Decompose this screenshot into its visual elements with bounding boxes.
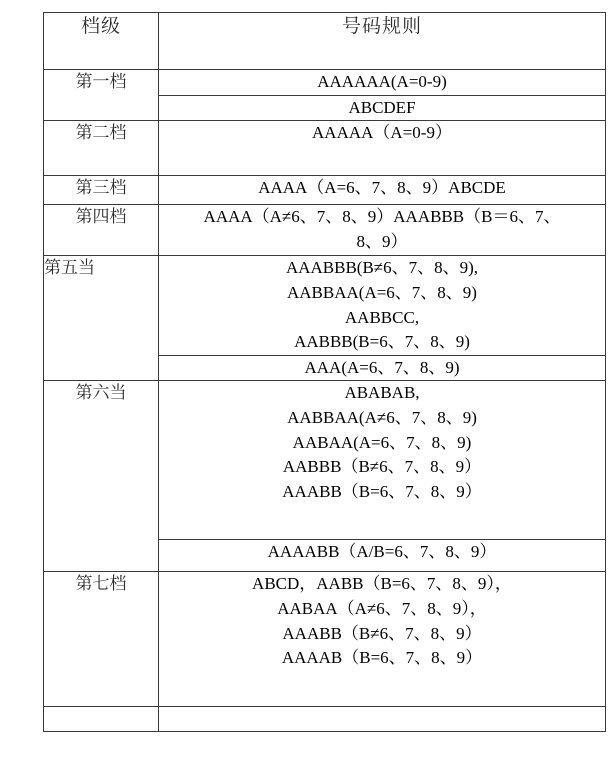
rule-line: AAAABB（A/B=6、7、8、9） (267, 541, 497, 561)
grade-label-6: 第六当 (44, 381, 159, 572)
grade-label-4: 第四档 (44, 205, 159, 256)
rule-line: AAAAB（B=6、7、8、9） (281, 648, 483, 668)
rule-cell-5b (159, 355, 606, 381)
grade-label-3: 第三档 (44, 176, 159, 205)
table-row (44, 381, 606, 539)
rule-cell-6a (159, 381, 606, 539)
rule-line: AABBCC, (344, 307, 420, 327)
grade-label-7: 第七档 (44, 572, 159, 707)
rule-line: AABAA(A=6、7、8、9) (292, 432, 472, 452)
rule-line: AAAAA（A=0-9） (312, 123, 452, 143)
rule-line: AAAA（A≠6、7、8、9）AAABBB（B＝6、7、 (203, 207, 561, 227)
rule-line: AAA(A=6、7、8、9) (304, 357, 460, 377)
rule-cell-4 (159, 205, 606, 256)
table-row (44, 572, 606, 707)
column-header-rule-label: 号码规则 (341, 16, 422, 37)
grade-label-5: 第五当 (44, 256, 159, 381)
table-row (44, 176, 606, 205)
rule-line: AABBB（B≠6、7、8、9） (282, 457, 482, 477)
table-header-row (44, 13, 606, 70)
rule-line: ABCD，AABB（B=6、7、8、9）， (252, 574, 512, 594)
rule-line: AAABBB(B≠6、7、8、9), (285, 258, 479, 278)
rule-line: AABBAA(A=6、7、8、9) (287, 282, 477, 302)
rule-cell-1b (159, 95, 606, 121)
rule-line: AAAA（A=6、7、8、9）ABCDE (258, 178, 506, 198)
rule-cell-5a (159, 256, 606, 356)
grade-label-1: 第一档 (44, 70, 159, 121)
table-row (44, 121, 606, 176)
rule-cell-1a (159, 70, 606, 96)
rule-cell-6b (159, 539, 606, 572)
column-header-grade-label: 档级 (80, 16, 121, 37)
table-row (44, 256, 606, 356)
rule-line: AAAAAA(A=0-9) (317, 72, 447, 91)
table-body (44, 13, 606, 732)
table-row-clipped (44, 707, 606, 732)
rule-cell-7 (159, 572, 606, 707)
rule-line: 8、9） (356, 231, 408, 251)
table-row (44, 70, 606, 96)
column-header-grade (44, 13, 159, 70)
rule-line: ABCDEF (348, 97, 416, 117)
rule-line: AAABB（B≠6、7、8、9） (282, 623, 482, 643)
rule-cell-3 (159, 176, 606, 205)
rule-line: AABAA（A≠6、7、8、9）， (277, 599, 487, 619)
grade-label-8-clipped (44, 707, 159, 732)
table-row (44, 205, 606, 256)
rule-cell-8-clipped (159, 707, 606, 732)
rule-line: AABBAA(A≠6、7、8、9) (287, 408, 477, 428)
number-rule-table (43, 12, 606, 732)
rule-line: ABABAB, (344, 383, 420, 403)
rule-line: AABBB(B=6、7、8、9) (294, 332, 470, 352)
rule-line: AAABB（B=6、7、8、9） (282, 482, 482, 502)
grade-label-2: 第二档 (44, 121, 159, 176)
column-header-rule (159, 13, 606, 70)
rule-cell-2 (159, 121, 606, 176)
